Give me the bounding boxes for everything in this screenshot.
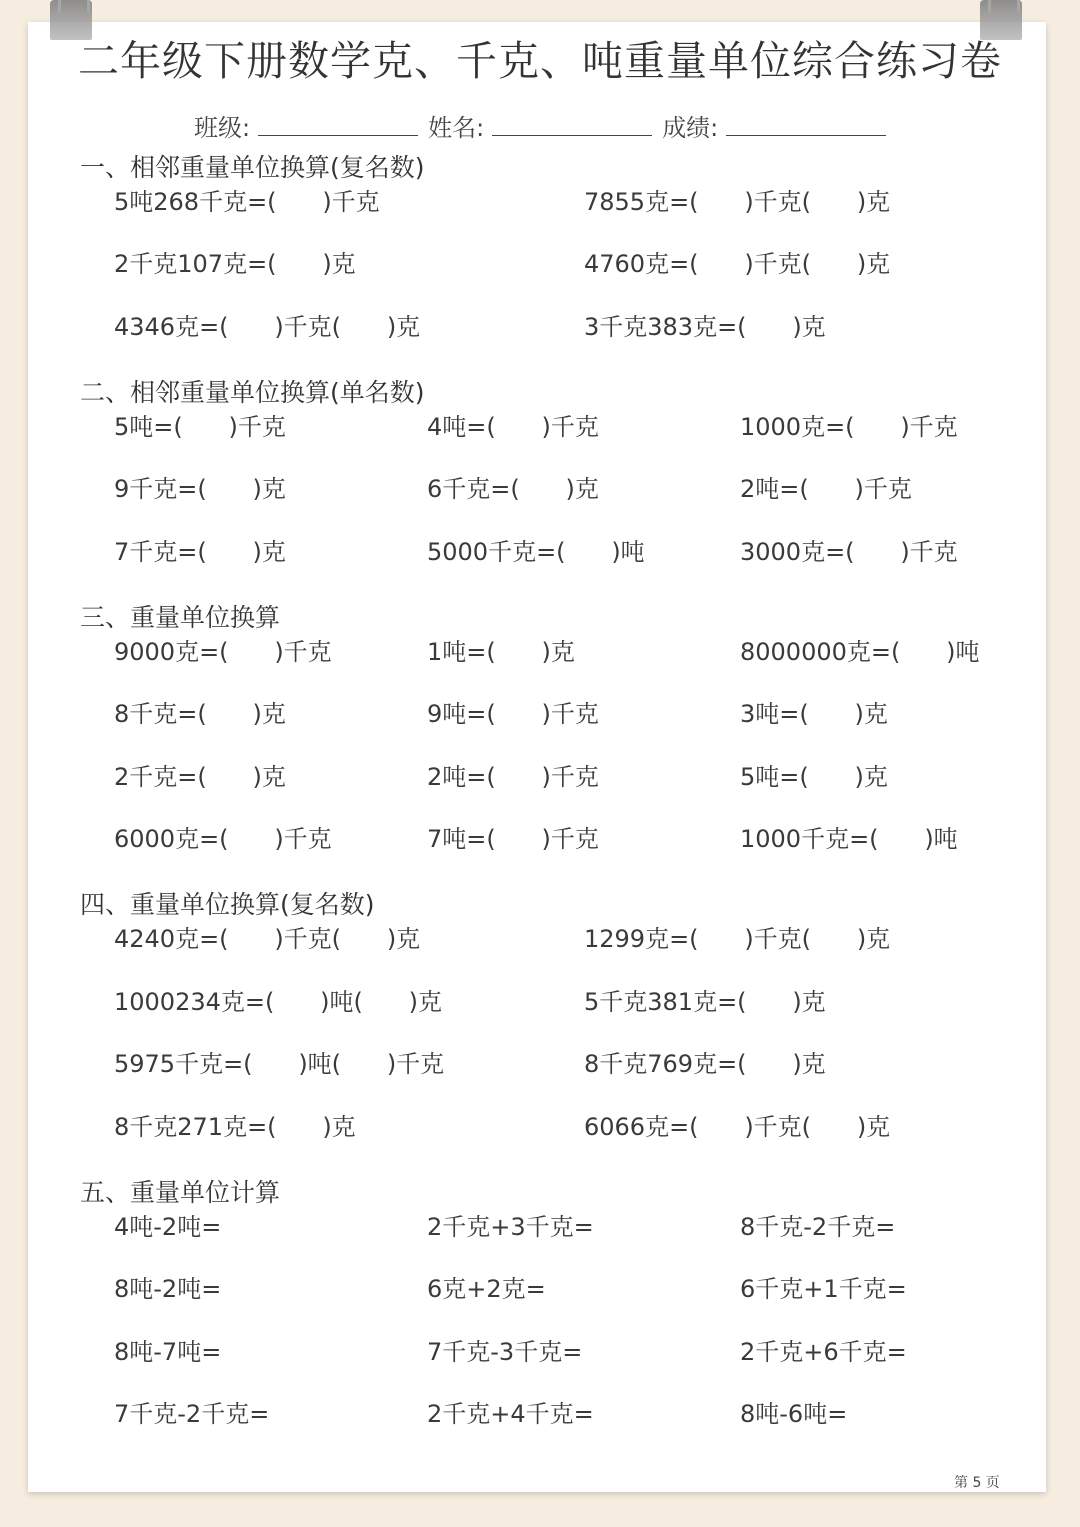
problem: 2千克+6千克=: [740, 1338, 907, 1366]
page-title: 二年级下册数学克、千克、吨重量单位综合练习卷: [78, 37, 1002, 85]
problem: 3吨=( )克: [740, 700, 888, 728]
problem: 4346克=( )千克( )克: [114, 313, 421, 341]
problem: 6千克+1千克=: [740, 1275, 907, 1303]
section-title-5: 五、重量单位计算: [80, 1178, 281, 1207]
problem: 6克+2克=: [427, 1275, 546, 1303]
problem: 2千克+4千克=: [427, 1400, 594, 1428]
section-title-4: 四、重量单位换算(复名数): [80, 890, 375, 919]
name-label: 姓名:: [428, 114, 485, 142]
problem: 8吨-6吨=: [740, 1400, 848, 1428]
problem: 4240克=( )千克( )克: [114, 925, 421, 953]
problem: 8000000克=( )吨: [740, 638, 980, 666]
problem: 8千克-2千克=: [740, 1213, 896, 1241]
problem: 4吨-2吨=: [114, 1213, 222, 1241]
class-blank[interactable]: [258, 113, 418, 136]
problem: 1000克=( )千克: [740, 413, 958, 441]
problem: 7千克=( )克: [114, 538, 286, 566]
problem: 5000千克=( )吨: [427, 538, 645, 566]
class-label: 班级:: [194, 114, 251, 142]
problem: 3000克=( )千克: [740, 538, 958, 566]
problem: 6000克=( )千克: [114, 825, 332, 853]
section-title-3: 三、重量单位换算: [80, 603, 281, 632]
problem: 4吨=( )千克: [427, 413, 599, 441]
problem: 8吨-7吨=: [114, 1338, 222, 1366]
problem: 1000234克=( )吨( )克: [114, 988, 442, 1016]
problem: 7855克=( )千克( )克: [584, 188, 891, 216]
problem: 1吨=( )克: [427, 638, 575, 666]
problem: 2千克=( )克: [114, 763, 286, 791]
page-number: 第 5 页: [954, 1475, 1000, 1491]
problem: 6066克=( )千克( )克: [584, 1113, 891, 1141]
name-blank[interactable]: [492, 113, 652, 136]
problem: 2千克+3千克=: [427, 1213, 594, 1241]
problem: 5975千克=( )吨( )千克: [114, 1050, 445, 1078]
problem: 4760克=( )千克( )克: [584, 250, 891, 278]
problem: 8千克=( )克: [114, 700, 286, 728]
problem: 3千克383克=( )克: [584, 313, 826, 341]
problem: 8千克769克=( )克: [584, 1050, 826, 1078]
section-title-1: 一、相邻重量单位换算(复名数): [80, 153, 425, 182]
problem: 6千克=( )克: [427, 475, 599, 503]
section-title-2: 二、相邻重量单位换算(单名数): [80, 378, 425, 407]
problem: 1000千克=( )吨: [740, 825, 958, 853]
problem: 7千克-2千克=: [114, 1400, 270, 1428]
student-info-row: [194, 108, 896, 143]
problem: 9吨=( )千克: [427, 700, 599, 728]
score-label: 成绩:: [662, 114, 719, 142]
problem: 5千克381克=( )克: [584, 988, 826, 1016]
problem: 1299克=( )千克( )克: [584, 925, 891, 953]
score-blank[interactable]: [726, 113, 886, 136]
problem: 2千克107克=( )克: [114, 250, 356, 278]
problem: 5吨268千克=( )千克: [114, 188, 380, 216]
problem: 7千克-3千克=: [427, 1338, 583, 1366]
problem: 9千克=( )克: [114, 475, 286, 503]
problem: 5吨=( )千克: [114, 413, 286, 441]
problem: 5吨=( )克: [740, 763, 888, 791]
problem: 9000克=( )千克: [114, 638, 332, 666]
problem: 8吨-2吨=: [114, 1275, 222, 1303]
problem: 2吨=( )千克: [427, 763, 599, 791]
problem: 7吨=( )千克: [427, 825, 599, 853]
problem: 2吨=( )千克: [740, 475, 912, 503]
problem: 8千克271克=( )克: [114, 1113, 356, 1141]
